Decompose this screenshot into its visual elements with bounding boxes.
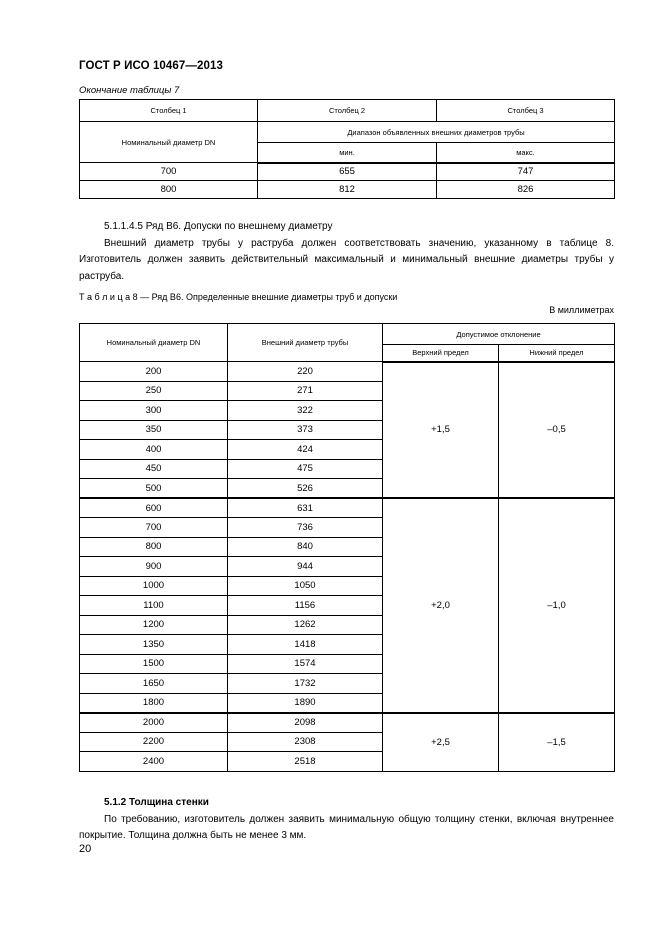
table8-dn-cell: 2400 (80, 752, 228, 772)
table8-dn-cell: 600 (80, 498, 228, 518)
table8-dn-cell: 700 (80, 518, 228, 538)
section-paragraph: По требованию, изготовитель должен заявить минимальную общую толщину стенки, включая внутреннее покрытие. Толщина должна быть не менее 3 мм. (79, 813, 614, 841)
table8-dn-cell: 900 (80, 557, 228, 577)
table8-od-cell: 424 (228, 440, 383, 460)
table8-dn-cell: 1100 (80, 596, 228, 616)
table8-dn-cell: 1800 (80, 693, 228, 713)
table7-min-header: мин. (258, 143, 437, 163)
table8-dn-cell: 1350 (80, 635, 228, 655)
table-row (80, 498, 615, 518)
table7-cell: 826 (437, 181, 615, 199)
table7-caption: Окончание таблицы 7 (79, 85, 180, 96)
table8-lower-header: Нижний предел (499, 345, 615, 362)
table8-od-cell: 736 (228, 518, 383, 538)
table8-dn-cell: 1000 (80, 576, 228, 596)
table-row (80, 713, 615, 733)
table8-lower-limit: –1,0 (499, 498, 615, 713)
table8-caption: Т а б л и ц а 8 — Ряд В6. Определенные внешние диаметры труб и допуски (79, 292, 398, 302)
table8-upper-limit: +1,5 (383, 362, 499, 499)
table7-dn-header: Номинальный диаметр DN (80, 122, 258, 163)
table8-dn-cell: 400 (80, 440, 228, 460)
table8-od-cell: 631 (228, 498, 383, 518)
table7-col-header: Столбец 1 (80, 100, 258, 122)
table8-dn-header: Номинальный диаметр DN (80, 324, 228, 362)
table8-dn-cell: 500 (80, 479, 228, 499)
table8-od-cell: 220 (228, 362, 383, 382)
table7-cell: 747 (437, 163, 615, 181)
table8-od-cell: 271 (228, 381, 383, 401)
document-header: ГОСТ Р ИСО 10467—2013 (79, 60, 224, 72)
table8-od-cell: 944 (228, 557, 383, 577)
table8-od-cell: 2518 (228, 752, 383, 772)
table7-cell: 800 (80, 181, 258, 199)
table7-range-header: Диапазон объявленных внешних диаметров трубы (258, 122, 615, 143)
table8-od-cell: 2098 (228, 713, 383, 733)
table8-od-cell: 1156 (228, 596, 383, 616)
table8-od-cell: 2308 (228, 732, 383, 752)
section-paragraph: Внешний диаметр трубы у раструба должен соответствовать значению, указанному в таблице 8. Изготовитель должен заявить действительный максимальный и минимальный внешние диаметры трубы у раструба. (79, 237, 614, 282)
table8-dn-cell: 1650 (80, 674, 228, 694)
table8-od-cell: 1050 (228, 576, 383, 596)
table8-lower-limit: –1,5 (499, 713, 615, 772)
table8-dn-cell: 2200 (80, 732, 228, 752)
section-heading: 5.1.2 Толщина стенки (104, 797, 209, 808)
table8-dn-cell: 1500 (80, 654, 228, 674)
table8-dn-cell: 450 (80, 459, 228, 479)
table8-od-cell: 1890 (228, 693, 383, 713)
table7-cell: 700 (80, 163, 258, 181)
table8-dn-cell: 350 (80, 420, 228, 440)
table8-od-cell: 1262 (228, 615, 383, 635)
table7-max-header: макс. (437, 143, 615, 163)
table7-col-header: Столбец 2 (258, 100, 437, 122)
table8-od-cell: 1732 (228, 674, 383, 694)
section-5-1-2 (79, 795, 614, 845)
table8-lower-limit: –0,5 (499, 362, 615, 499)
table-row (80, 362, 615, 382)
table8-upper-header: Верхний предел (383, 345, 499, 362)
table8-dn-cell: 250 (80, 381, 228, 401)
table8-tolerance-header: Допустимое отклонение (383, 324, 615, 345)
table8-dn-cell: 2000 (80, 713, 228, 733)
table8-dn-cell: 1200 (80, 615, 228, 635)
table7-cell: 655 (258, 163, 437, 181)
table-8 (79, 323, 615, 772)
table7-cell: 812 (258, 181, 437, 199)
table8-od-cell: 1574 (228, 654, 383, 674)
section-heading: 5.1.1.4.5 Ряд В6. Допуски по внешнему диаметру (104, 221, 333, 232)
table8-od-header: Внешний диаметр трубы (228, 324, 383, 362)
units-label: В миллиметрах (549, 305, 614, 315)
table-row (80, 181, 615, 199)
table8-upper-limit: +2,5 (383, 713, 499, 772)
table8-upper-limit: +2,0 (383, 498, 499, 713)
table8-od-cell: 475 (228, 459, 383, 479)
page-number: 20 (79, 843, 92, 855)
table8-dn-cell: 200 (80, 362, 228, 382)
table8-dn-cell: 800 (80, 537, 228, 557)
table8-od-cell: 1418 (228, 635, 383, 655)
table8-od-cell: 373 (228, 420, 383, 440)
section-5-1-1-4-5 (79, 219, 614, 285)
table8-od-cell: 526 (228, 479, 383, 499)
table8-od-cell: 840 (228, 537, 383, 557)
table8-od-cell: 322 (228, 401, 383, 421)
table-7 (79, 99, 615, 199)
table8-dn-cell: 300 (80, 401, 228, 421)
table7-col-header: Столбец 3 (437, 100, 615, 122)
table-row (80, 163, 615, 181)
